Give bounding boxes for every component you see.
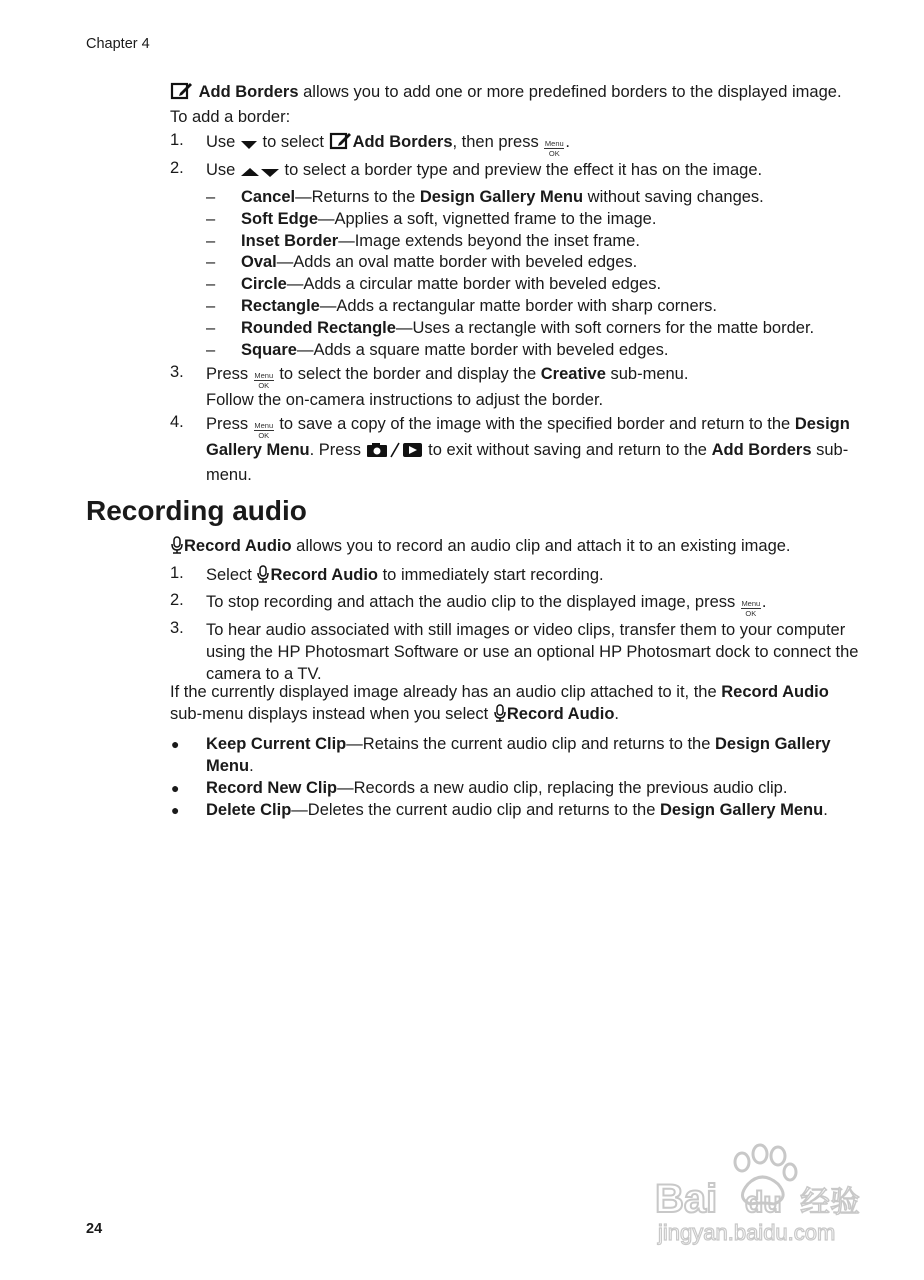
menu-ok-bottom: OK xyxy=(745,609,757,618)
para-text: sub-menu displays instead when you select xyxy=(170,705,493,723)
step-text: to save a copy of the image with the specified border and return to the xyxy=(274,415,795,434)
menu-ok-top: Menu xyxy=(254,421,274,431)
microphone-icon xyxy=(256,565,270,589)
record-audio-intro-text: allows you to record an audio clip and attach it to an existing image. xyxy=(291,537,791,555)
step-number: 2. xyxy=(170,591,184,609)
border-type-rounded-rectangle xyxy=(206,318,860,340)
dash: – xyxy=(206,318,216,337)
step-bold-text: Add Borders xyxy=(711,441,812,460)
menu-ok-bottom: OK xyxy=(548,149,560,158)
border-type-desc: —Adds a rectangular matte border with sharp corners. xyxy=(319,296,717,315)
step-text: Use xyxy=(206,133,240,151)
option-name: Delete Clip xyxy=(206,801,292,819)
step-text: to select the border and display the xyxy=(274,365,541,384)
step-text: To stop recording and attach the audio clip to the displayed image, press xyxy=(206,593,740,611)
border-type-name: Inset Border xyxy=(241,231,339,250)
step-number: 3. xyxy=(170,619,184,637)
chapter-header: Chapter 4 xyxy=(86,36,150,52)
dash: – xyxy=(206,296,216,315)
step-number: 4. xyxy=(170,413,184,432)
step-text: sub-menu. xyxy=(605,365,689,384)
menu-ok-icon xyxy=(741,600,761,617)
option-desc: —Records a new audio clip, replacing the previous audio clip. xyxy=(337,779,788,797)
menu-ok-top: Menu xyxy=(741,599,761,608)
page-number: 24 xyxy=(86,1221,103,1237)
record-audio-intro xyxy=(170,535,860,560)
menu-ok-icon xyxy=(254,372,274,389)
step-text: Follow the on-camera instructions to adjust the border. xyxy=(206,391,604,410)
menu-ok-top: Menu xyxy=(544,139,564,148)
bullet: ● xyxy=(171,780,180,796)
add-borders-title: Add Borders xyxy=(198,83,299,101)
dash: – xyxy=(206,253,216,272)
border-type-soft-edge xyxy=(206,209,860,231)
border-type-list xyxy=(206,187,860,361)
add-borders-step-3 xyxy=(170,363,860,411)
add-borders-step-1 xyxy=(170,131,860,157)
step-bold-text: Record Audio xyxy=(270,566,379,584)
border-type-desc: —Applies a soft, vignetted frame to the image. xyxy=(318,209,657,228)
border-type-desc: —Adds a circular matte border with beveled edges. xyxy=(286,275,662,294)
border-type-desc: —Adds an oval matte border with beveled edges. xyxy=(276,253,638,272)
step-number: 3. xyxy=(170,363,184,382)
dash: – xyxy=(206,188,216,206)
option-desc: . xyxy=(823,801,828,819)
svg-text:Bai: Bai xyxy=(655,1177,718,1221)
step-text: Use xyxy=(206,161,240,179)
option-delete-clip xyxy=(170,799,860,821)
para-text: If the currently displayed image already has an audio clip attached to it, the xyxy=(170,683,722,701)
record-audio-submenu-para xyxy=(170,681,860,728)
dash: – xyxy=(206,340,216,359)
border-type-rectangle xyxy=(206,296,860,318)
option-bold: Design Gallery Menu xyxy=(660,801,824,819)
para-bold-text: Record Audio xyxy=(721,683,829,701)
step-bold-text: Design Gallery Menu xyxy=(206,415,850,460)
bullet: ● xyxy=(171,802,180,818)
step-text: to immediately start recording. xyxy=(378,566,604,584)
add-borders-step-2 xyxy=(170,159,860,361)
border-type-desc: —Image extends beyond the inset frame. xyxy=(338,231,640,250)
border-type-circle xyxy=(206,274,860,296)
record-audio-steps xyxy=(170,564,860,687)
border-type-oval xyxy=(206,252,860,274)
border-type-name: Cancel xyxy=(241,188,296,206)
border-type-square xyxy=(206,340,860,362)
step-text: to select a border type and preview the effect it has on the image. xyxy=(279,161,763,179)
bullet: ● xyxy=(171,736,180,752)
record-audio-options xyxy=(170,733,860,821)
menu-ok-icon xyxy=(254,422,274,439)
step-text: to exit without saving and return to the xyxy=(423,441,712,460)
step-number: 1. xyxy=(170,131,184,149)
border-type-cancel xyxy=(206,187,860,209)
step-bold-text: Add Borders xyxy=(352,133,453,151)
microphone-icon xyxy=(170,536,184,560)
record-audio-step-1 xyxy=(170,564,860,589)
svg-text:du: du xyxy=(745,1186,782,1219)
border-type-inset-border xyxy=(206,231,860,253)
svg-text:jingyan.baidu.com: jingyan.baidu.com xyxy=(658,1220,836,1245)
step-text: . Press xyxy=(309,441,366,460)
step-text: , then press xyxy=(452,133,544,151)
step-text: . xyxy=(565,133,570,151)
border-type-desc: —Uses a rectangle with soft corners for the matte border. xyxy=(395,318,815,337)
border-type-desc: without saving changes. xyxy=(583,188,764,206)
add-borders-icon xyxy=(329,132,353,156)
border-type-desc: —Returns to the xyxy=(295,188,420,206)
step-text: Select xyxy=(206,566,257,584)
add-borders-intro xyxy=(170,81,860,128)
border-type-bold: Design Gallery Menu xyxy=(419,188,584,206)
option-desc: —Retains the current audio clip and returns to the xyxy=(346,735,715,753)
step-text: To hear audio associated with still images or video clips, transfer them to your computer using the HP Photosmart Software or use an optional HP Photosmart dock to connect the camera to a TV. xyxy=(206,621,859,683)
border-type-name: Square xyxy=(241,340,297,359)
step-text: Press xyxy=(206,415,253,434)
border-type-desc: —Adds a square matte border with beveled edges. xyxy=(296,340,669,359)
border-type-name: Oval xyxy=(241,253,277,272)
option-desc: . xyxy=(249,757,254,775)
down-arrow-icon xyxy=(240,134,258,156)
step-text: to select xyxy=(257,133,329,151)
add-borders-icon xyxy=(170,82,194,106)
record-audio-title: Record Audio xyxy=(184,537,292,555)
dash: – xyxy=(206,209,216,228)
step-number: 2. xyxy=(170,159,184,177)
camera-playback-icon xyxy=(366,442,424,464)
add-borders-step-4 xyxy=(170,413,860,486)
add-borders-intro-text: allows you to add one or more predefined borders to the displayed image. To add a border: xyxy=(170,83,842,126)
microphone-icon xyxy=(493,704,507,728)
menu-ok-bottom: OK xyxy=(258,431,270,441)
option-desc: —Deletes the current audio clip and returns to the xyxy=(291,801,660,819)
option-bold: Design Gallery Menu xyxy=(206,735,831,775)
step-number: 1. xyxy=(170,564,184,582)
option-name: Keep Current Clip xyxy=(206,735,347,753)
step-text: sub-menu. xyxy=(206,441,849,485)
border-type-name: Soft Edge xyxy=(241,209,318,228)
dash: – xyxy=(206,275,216,294)
option-record-new-clip xyxy=(170,777,860,799)
border-type-name: Rectangle xyxy=(241,296,320,315)
menu-ok-bottom: OK xyxy=(258,381,270,391)
svg-text:经验: 经验 xyxy=(800,1185,860,1220)
add-borders-steps xyxy=(170,131,860,488)
para-bold-text: Record Audio xyxy=(506,705,615,723)
record-audio-step-2 xyxy=(170,591,860,617)
step-bold-text: Creative xyxy=(540,365,606,384)
para-text: . xyxy=(614,705,620,723)
step-text: . xyxy=(761,593,767,611)
up-down-arrows-icon xyxy=(240,162,280,184)
dash: – xyxy=(206,231,216,250)
option-name: Record New Clip xyxy=(206,779,338,797)
record-audio-step-3 xyxy=(170,619,860,685)
border-type-name: Rounded Rectangle xyxy=(241,318,396,337)
step-text: Press xyxy=(206,365,253,384)
section-title: Recording audio xyxy=(86,495,307,526)
border-type-name: Circle xyxy=(241,275,287,294)
baidu-watermark-logo xyxy=(650,1140,880,1250)
option-keep-current-clip xyxy=(170,733,860,777)
menu-ok-top: Menu xyxy=(254,371,274,381)
menu-ok-icon xyxy=(544,140,564,157)
